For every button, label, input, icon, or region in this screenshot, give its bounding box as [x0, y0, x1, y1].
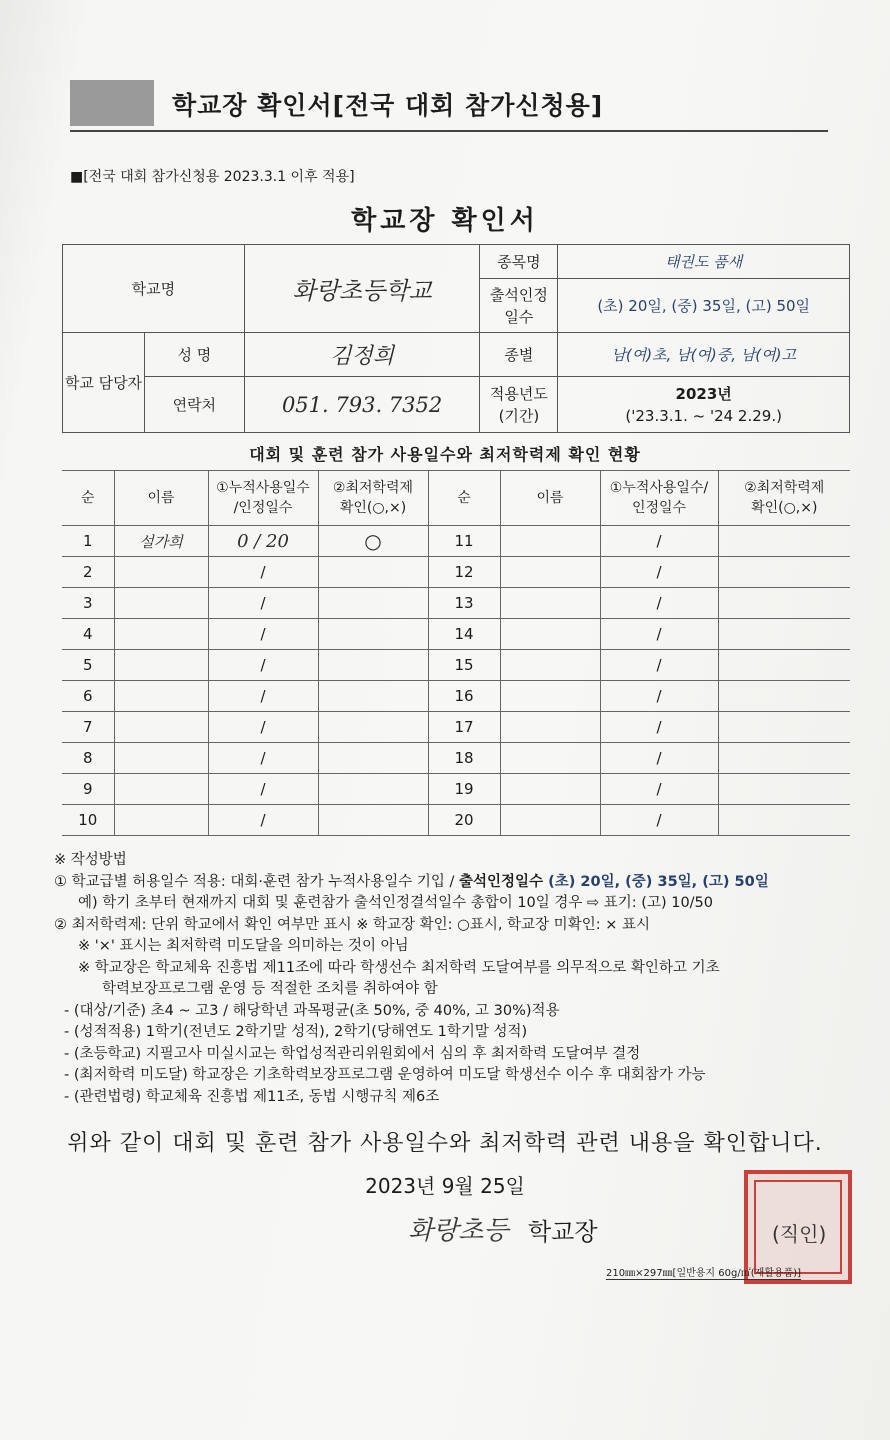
table-row [62, 526, 850, 557]
row-days: / [208, 557, 318, 588]
attendance-label: 출석인정 일수 [480, 279, 558, 333]
note-1b: 출석인정일수 [459, 873, 544, 890]
row-no: 4 [62, 619, 114, 650]
note-l2: - (성적적용) 1학기(전년도 2학기말 성적), 2학기(당해연도 1학기말 성적) [64, 1024, 528, 1040]
table-row [62, 681, 850, 712]
row-days: / [208, 743, 318, 774]
row-name-right [500, 588, 600, 619]
table-row [62, 650, 850, 681]
row-days-right: / [600, 805, 718, 836]
note-1c: (초) 20일, (중) 35일, (고) 50일 [543, 873, 769, 890]
table-row [62, 588, 850, 619]
row-name-right [500, 619, 600, 650]
header-gray-block [70, 80, 154, 126]
row-grade: ○ [318, 526, 428, 557]
note-1a: ① 학교급별 허용일수 적용: 대회·훈련 참가 누적사용일수 기입 / [54, 873, 460, 890]
table-row [62, 743, 850, 774]
row-name-right [500, 774, 600, 805]
row-grade-right [718, 774, 850, 805]
row-name [114, 650, 208, 681]
row-grade-right [718, 557, 850, 588]
col-days-right-line2: 인정일수 [631, 500, 687, 516]
year-label: 적용년도 (기간) [480, 377, 558, 433]
table-row [62, 557, 850, 588]
row-days: / [208, 619, 318, 650]
col-grade-right-line2: 확인(○,×) [751, 500, 818, 516]
col-grade-line2: 확인(○,×) [339, 500, 407, 516]
row-name [114, 619, 208, 650]
col-days-right [600, 471, 718, 526]
name-value: 김정희 [244, 333, 480, 377]
col-name-right: 이름 [500, 471, 600, 526]
note-2: ② 최저학력제: 단위 학교에서 확인 여부만 표시 ※ 학교장 확인: ○표시, 학교장 미확인: × 표시 [54, 916, 650, 933]
form-title: 학교장 확인서 [351, 206, 539, 236]
row-days-right: / [600, 774, 718, 805]
table-row [62, 712, 850, 743]
note-l1: - (대상/기준) 초4 ~ 고3 / 해당학년 과목평균(초 50%, 중 40%, 고 30%)적용 [64, 1002, 560, 1019]
row-name [114, 681, 208, 712]
event-value: 태권도 품새 [558, 245, 850, 279]
apply-note: ■[전국 대회 참가신청용 2023.3.1 이후 적용] [70, 169, 355, 185]
seal-label: (직인) [772, 1222, 827, 1246]
roster-body [62, 526, 850, 836]
roster-table [62, 470, 850, 836]
row-name [114, 557, 208, 588]
row-no-right: 20 [428, 805, 500, 836]
row-name-right [500, 743, 600, 774]
row-days: / [208, 805, 318, 836]
period-value: ('23.3.1. ~ '24 2.29.) [625, 406, 782, 425]
name-label: 성 명 [144, 333, 244, 377]
row-days: / [208, 588, 318, 619]
row-days: / [208, 774, 318, 805]
col-name: 이름 [114, 471, 208, 526]
row-grade [318, 743, 428, 774]
col-grade-line1: ②최저학력제 [332, 480, 414, 496]
row-days-right: / [600, 743, 718, 774]
row-no: 10 [62, 805, 114, 836]
row-days: / [208, 712, 318, 743]
col-days-right-line1: ①누적사용일수/ [609, 480, 709, 496]
table-row [62, 619, 850, 650]
note-1-example: 예) 학기 초부터 현재까지 대회 및 훈련참가 출석인정결석일수 총합이 10일 경우 ⇨ 표기: (고) 10/50 [78, 895, 714, 911]
row-name [114, 774, 208, 805]
row-no: 1 [62, 526, 114, 557]
confirm-statement: 위와 같이 대회 및 훈련 참가 사용일수와 최저학력 관련 내용을 확인합니다. [67, 1131, 823, 1156]
row-grade [318, 774, 428, 805]
year-cell [558, 377, 850, 433]
col-days-line2: /인정일수 [233, 500, 293, 516]
row-grade [318, 681, 428, 712]
row-no-right: 19 [428, 774, 500, 805]
signature-school: 화랑초등 [408, 1216, 509, 1246]
year-value: 2023년 [675, 384, 732, 403]
col-no: 순 [62, 471, 114, 526]
school-label: 학교명 [63, 245, 245, 333]
row-grade-right [718, 588, 850, 619]
row-grade-right [718, 650, 850, 681]
row-days: / [208, 681, 318, 712]
row-no: 2 [62, 557, 114, 588]
row-no-right: 16 [428, 681, 500, 712]
row-no: 5 [62, 650, 114, 681]
row-name [114, 805, 208, 836]
col-days [208, 471, 318, 526]
row-grade-right [718, 743, 850, 774]
row-days: 0 / 20 [208, 526, 318, 557]
note-4b: 학력보장프로그램 운영 등 적절한 조치를 취하여야 함 [102, 981, 438, 997]
row-name [114, 712, 208, 743]
row-no-right: 15 [428, 650, 500, 681]
row-no-right: 17 [428, 712, 500, 743]
instructions [54, 850, 854, 1108]
note-4a: ※ 학교장은 학교체육 진흥법 제11조에 따라 학생선수 최저학력 도달여부를 의무적으로 확인하고 기초 [78, 959, 720, 976]
paper-spec-note: 210㎜×297㎜[일반용지 60g/㎡(재활용품)] [606, 1264, 801, 1280]
row-grade [318, 805, 428, 836]
top-title: 학교장 확인서[전국 대회 참가신청용] [172, 91, 604, 120]
issue-date: 2023년 9월 25일 [365, 1174, 525, 1198]
row-no: 8 [62, 743, 114, 774]
row-grade-right [718, 805, 850, 836]
contact-value: 051. 793. 7352 [244, 377, 480, 433]
row-grade [318, 650, 428, 681]
row-grade [318, 619, 428, 650]
row-name-right [500, 557, 600, 588]
row-grade-right [718, 619, 850, 650]
col-grade [318, 471, 428, 526]
table-row [62, 805, 850, 836]
note-3: ※ '×' 표시는 최저학력 미도달을 의미하는 것이 아님 [78, 938, 409, 954]
row-no-right: 14 [428, 619, 500, 650]
row-name-right [500, 681, 600, 712]
row-name [114, 588, 208, 619]
row-name [114, 743, 208, 774]
row-name-right [500, 712, 600, 743]
gender-value: 남(여)초, 남(여)중, 남(여)고 [558, 333, 850, 377]
row-no: 9 [62, 774, 114, 805]
notes-heading: ※ 작성방법 [54, 852, 127, 868]
note-1 [54, 872, 854, 894]
info-table [62, 244, 850, 433]
row-grade-right [718, 526, 850, 557]
row-grade [318, 712, 428, 743]
row-days-right: / [600, 681, 718, 712]
gender-label: 종별 [480, 333, 558, 377]
row-grade-right [718, 681, 850, 712]
row-days-right: / [600, 557, 718, 588]
col-no-right: 순 [428, 471, 500, 526]
col-days-line1: ①누적사용일수 [216, 480, 310, 496]
manager-label: 학교 담당자 [63, 333, 145, 433]
row-no-right: 11 [428, 526, 500, 557]
col-grade-right-line1: ②최저학력제 [744, 480, 825, 496]
row-days: / [208, 650, 318, 681]
school-value: 화랑초등학교 [244, 245, 480, 333]
row-no: 6 [62, 681, 114, 712]
row-no-right: 12 [428, 557, 500, 588]
row-no-right: 13 [428, 588, 500, 619]
principal-title: 학교장 [528, 1218, 598, 1246]
note-l4: - (최저학력 미도달) 학교장은 기초학력보장프로그램 운영하여 미도달 학생선수 이수 후 대회참가 가능 [64, 1067, 706, 1083]
note-l5: - (관련법령) 학교체육 진흥법 제11조, 동법 시행규칙 제6조 [64, 1088, 440, 1105]
note-l3: - (초등학교) 지필고사 미실시교는 학업성적관리위원회에서 심의 후 최저학력 도달여부 결정 [64, 1045, 641, 1062]
row-name-right [500, 526, 600, 557]
row-name: 설가희 [114, 526, 208, 557]
row-grade-right [718, 712, 850, 743]
row-name-right [500, 650, 600, 681]
row-days-right: / [600, 650, 718, 681]
row-name-right [500, 805, 600, 836]
attendance-value: (초) 20일, (중) 35일, (고) 50일 [558, 279, 850, 333]
row-no-right: 18 [428, 743, 500, 774]
table-row [62, 774, 850, 805]
header-divider [70, 130, 828, 132]
row-grade [318, 557, 428, 588]
row-days-right: / [600, 588, 718, 619]
contact-label: 연락처 [144, 377, 244, 433]
col-grade-right [718, 471, 850, 526]
row-grade [318, 588, 428, 619]
roster-title: 대회 및 훈련 참가 사용일수와 최저학력제 확인 현황 [249, 445, 641, 464]
row-no: 3 [62, 588, 114, 619]
roster-header [62, 471, 850, 526]
row-no: 7 [62, 712, 114, 743]
row-days-right: / [600, 619, 718, 650]
row-days-right: / [600, 526, 718, 557]
row-days-right: / [600, 712, 718, 743]
event-label: 종목명 [480, 245, 558, 279]
